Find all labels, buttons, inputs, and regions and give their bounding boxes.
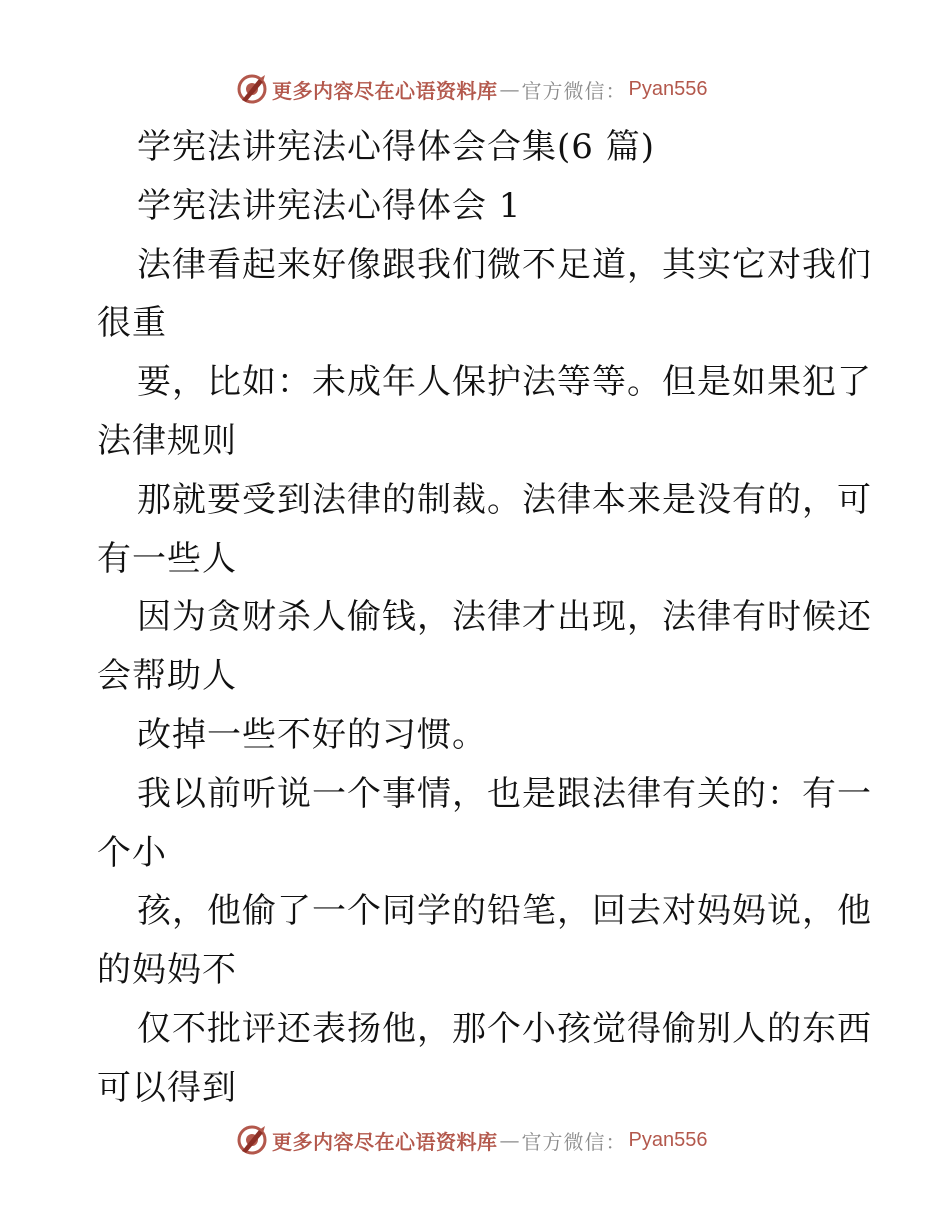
header-banner-dash: — — [499, 77, 520, 101]
text-line: 个小 — [97, 832, 167, 873]
text-line: 要，比如：未成年人保护法等等。但是如果犯了 — [137, 362, 872, 403]
text-line: 那就要受到法律的制裁。法律本来是没有的，可 — [137, 479, 872, 520]
text-line: 孩，他偷了一个同学的铅笔，回去对妈妈说，他 — [137, 891, 872, 932]
text-line: 法律规则 — [97, 420, 237, 461]
quill-logo-icon — [236, 1124, 268, 1156]
text-line: 因为贪财杀人偷钱，法律才出现，法律有时候还 — [137, 597, 872, 638]
header-banner — [236, 72, 707, 106]
text-line: 法律看起来好像跟我们微不足道，其实它对我们 — [137, 244, 872, 285]
text-line: 会帮助人 — [97, 656, 237, 697]
section-heading: 学宪法讲宪法心得体会 1 — [137, 185, 522, 226]
footer-banner-text: 更多内容尽在心语资料库 — [272, 1129, 498, 1154]
document-title: 学宪法讲宪法心得体会合集(6 篇) — [137, 127, 655, 167]
footer-banner — [236, 1123, 707, 1157]
quill-logo-icon — [236, 73, 268, 105]
footer-banner-dash: — — [499, 1128, 520, 1152]
text-line: 的妈妈不 — [97, 950, 237, 991]
header-banner-text: 更多内容尽在心语资料库 — [272, 78, 498, 103]
header-wechat-label: 官方微信： — [521, 78, 627, 103]
document-body — [97, 118, 872, 1118]
header-wechat-id: Pyan556 — [628, 77, 708, 100]
text-line: 很重 — [97, 303, 167, 344]
text-line: 有一些人 — [97, 538, 237, 579]
text-line: 仅不批评还表扬他，那个小孩觉得偷别人的东西 — [137, 1008, 872, 1049]
text-line: 我以前听说一个事情，也是跟法律有关的：有一 — [137, 773, 872, 814]
footer-wechat-id: Pyan556 — [628, 1128, 708, 1151]
footer-wechat-label: 官方微信： — [521, 1129, 627, 1154]
text-line: 改掉一些不好的习惯。 — [137, 714, 487, 755]
text-line: 可以得到 — [97, 1067, 237, 1108]
